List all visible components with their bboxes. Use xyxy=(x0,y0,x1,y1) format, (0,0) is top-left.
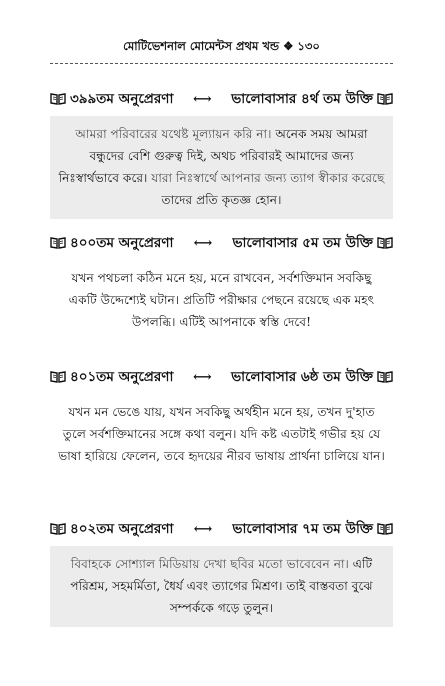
quote-text: যখন মন ভেঙে যায়, যখন সবকিছু অর্থহীন মনে হয়, তখন দু'হাত তুলে সর্বশক্তিমানের সঙ্গে কথা বলুন। যদি কষ্ট এতটাই গভীর হয় যে ভাষা হারিয়ে ফেলেন, তবে হৃদয়ের নীরব ভাষায় প্রার্থনা চালিয়ে যান। xyxy=(58,405,385,463)
left-right-arrow-icon: ⟷ xyxy=(192,91,212,107)
quote-section-399 xyxy=(50,88,393,219)
heading-number: ৪০১তম অনুপ্রেরণা xyxy=(70,368,174,385)
quote-body xyxy=(50,546,393,627)
heading-quote-label: ভালোবাসার ৫ম তম উক্তি xyxy=(232,234,373,251)
open-book-icon xyxy=(50,93,66,105)
left-right-arrow-icon: ⟷ xyxy=(193,235,213,251)
quote-section-400 xyxy=(50,232,393,341)
section-heading xyxy=(50,232,393,254)
heading-quote-label: ভালোবাসার ৬ষ্ঠ তম উক্তি xyxy=(231,368,373,385)
open-book-icon xyxy=(50,371,66,383)
quote-text: যখন পথচলা কঠিন মনে হয়, মনে রাখবেন, সর্বশক্তিমান সবকিছু একটি উদ্দেশ্যেই ঘটান। প্রতিটি পরীক্ষার পেছনে রয়েছে এক মহৎ উপলব্ধি। এটিই আপনাকে স্বস্তি দেবে! xyxy=(68,271,375,329)
section-heading xyxy=(50,88,393,110)
quote-body xyxy=(50,394,393,475)
quote-text-muted: যারা নিঃস্বার্থে আপনার জন্য ত্যাগ স্বীকার করেছে xyxy=(147,171,385,185)
open-book-icon xyxy=(377,93,393,105)
heading-number: ৩৯৯তম অনুপ্রেরণা xyxy=(70,90,174,107)
quote-body xyxy=(50,260,393,341)
quote-section-401 xyxy=(50,366,393,475)
heading-quote-label: ভালোবাসার ৭ম তম উক্তি xyxy=(232,520,373,537)
heading-number: ৪০২তম অনুপ্রেরণা xyxy=(70,520,174,537)
quote-section-402 xyxy=(50,518,393,627)
page xyxy=(50,38,393,64)
quote-text: অনেক সময় আমরা বন্ধুদের বেশি গুরুত্ব দিই, অথচ পরিবারই আমাদের জন্য নিঃস্বার্থভাবে করে। xyxy=(58,127,368,185)
open-book-icon xyxy=(377,237,393,249)
heading-number: ৪০০তম অনুপ্রেরণা xyxy=(70,234,174,251)
open-book-icon xyxy=(50,523,66,535)
open-book-icon xyxy=(377,523,393,535)
left-right-arrow-icon: ⟷ xyxy=(193,521,213,537)
section-heading xyxy=(50,518,393,540)
open-book-icon xyxy=(377,371,393,383)
section-heading xyxy=(50,366,393,388)
left-right-arrow-icon: ⟷ xyxy=(192,369,212,385)
quote-text-muted: আমরা পরিবারের যথেষ্ট মূল্যায়ন করি না। xyxy=(75,127,272,141)
quote-text: তাদের প্রতি কৃতজ্ঞ হোন। xyxy=(161,193,282,207)
quote-body xyxy=(50,116,393,219)
running-header: মোটিভেশনাল মোমেন্টস প্রথম খন্ড ❖ ১৩০ xyxy=(50,38,393,64)
heading-quote-label: ভালোবাসার ৪র্থ তম উক্তি xyxy=(231,90,373,107)
quote-text: এটি পরিশ্রম, সহমর্মিতা, ধৈর্য এবং ত্যাগের মিশ্রণ। তাই বাস্তবতা বুঝে সম্পর্ককে গড়ে তুলুন। xyxy=(70,557,373,615)
open-book-icon xyxy=(50,237,66,249)
quote-text-muted: বিবাহকে সোশ্যাল মিডিয়ায় দেখা ছবির মতো ভাবেবেন না। xyxy=(70,557,349,571)
